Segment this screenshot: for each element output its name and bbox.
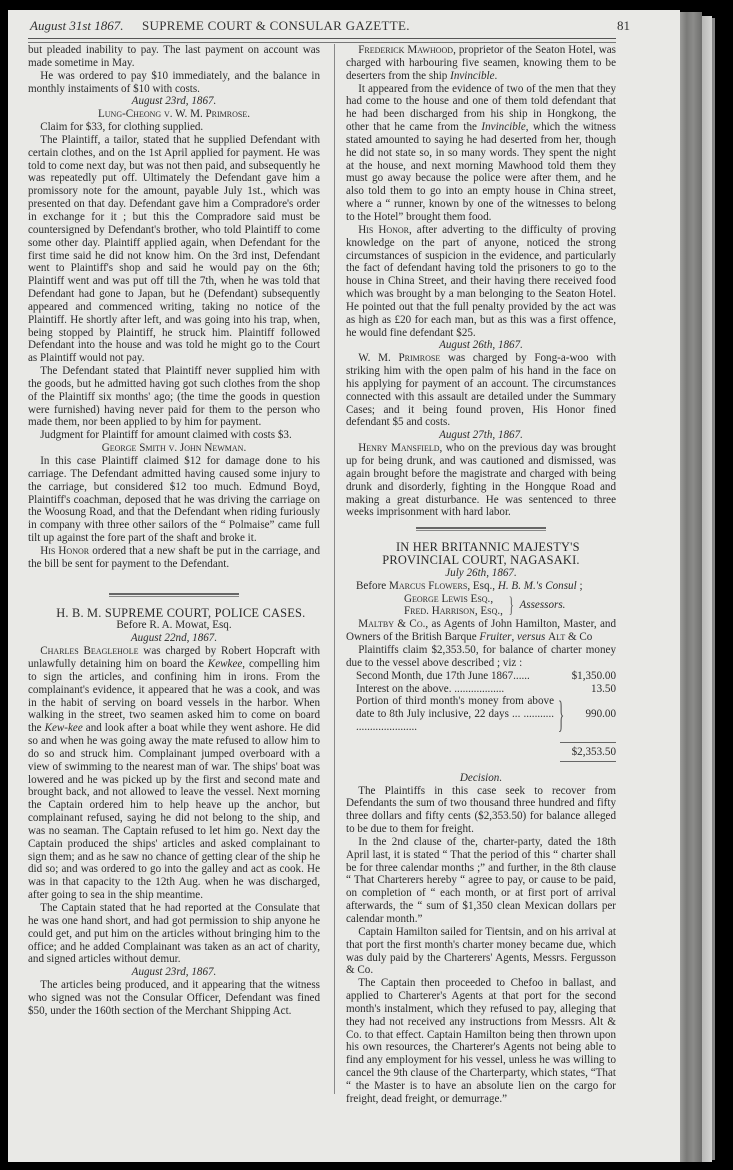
book-page-edges bbox=[680, 12, 702, 1162]
paragraph: Captain Hamilton sailed for Tientsin, and on his arrival at that port the first month's charter money became due, which was duly paid by the Charterers' Agents, Messrs. Fergusson & Co. bbox=[346, 925, 616, 977]
paragraph bbox=[28, 545, 320, 571]
account-amount: $1,350.00 bbox=[571, 669, 616, 682]
section-separator bbox=[109, 593, 239, 597]
header-date: August 31st 1867. bbox=[30, 18, 124, 33]
assessors-label: Assessors. bbox=[519, 599, 566, 612]
paragraph bbox=[346, 352, 616, 429]
versus-label: versus bbox=[517, 631, 546, 644]
paragraph bbox=[346, 83, 616, 224]
ship-name: Fruiter bbox=[479, 631, 512, 644]
person-name: His Honor bbox=[40, 544, 90, 557]
person-name: W. M. Primrose bbox=[358, 352, 441, 365]
brace-glyph: } bbox=[508, 592, 514, 618]
dateline: August 23rd, 1867. bbox=[131, 95, 217, 108]
before-line: Before R. A. Mowat, Esq. bbox=[116, 619, 232, 632]
case-title: Lung-Cheong v. W. M. Primrose. bbox=[97, 108, 250, 121]
page-number: 81 bbox=[617, 18, 630, 33]
parties-text: , as Agents of John Hamilton, Master, and Owners of the British Barque bbox=[346, 618, 617, 644]
paragraph-text: , who on the previous day was brought up for being drunk, and was cautioned and dismissed, was again brought before the magistrate and charged with being drunk and disorderly, fighting in the Hongque Road and making a great disturbance. He was sentenced to three weeks imprisonment with hard labor. bbox=[346, 442, 616, 519]
dateline: August 26th, 1867. bbox=[439, 339, 523, 352]
paragraph bbox=[346, 442, 616, 519]
account-row bbox=[356, 695, 616, 734]
assessor-names bbox=[404, 593, 503, 619]
paragraph: but pleaded inability to pay. The last payment on account was made sometime in May. bbox=[28, 44, 320, 69]
book-page-edges-light bbox=[702, 16, 712, 1162]
judge-name: Marcus Flowers bbox=[388, 579, 468, 592]
section-title: H. B. M. SUPREME COURT, POLICE CASES. bbox=[56, 605, 306, 620]
paragraph-text: was charged by Fong-a-woo with striking him with the open palm of his hand in the face on his applying for payment of an account. The circumstances connected with this assault are detailed under the Summary Cases; and it being found proven, His Honor fined defendant $5 and costs. bbox=[346, 352, 616, 429]
account-row bbox=[356, 670, 616, 683]
judge-role: H. B. M.'s Consul bbox=[497, 579, 577, 592]
right-column bbox=[346, 44, 616, 1106]
paragraph-text: was charged by Robert Hopcraft with unlawfully detaining him on board the bbox=[28, 645, 320, 670]
account-amount: 13.50 bbox=[591, 682, 616, 695]
book-page-edges-shadow bbox=[712, 18, 715, 1160]
paragraph: The Plaintiffs in this case seek to recover from Defendants the sum of two thousand three hundred and fifty three dollars and fifty cents ($2,353.50) for balance alleged to be due to them for freight. bbox=[346, 784, 616, 836]
running-header bbox=[30, 18, 670, 38]
person-name: Henry Mansfield bbox=[358, 442, 440, 455]
paragraph: Judgment for Plaintiff for amount claimed with costs $3. bbox=[40, 429, 292, 442]
paragraph-text: , compelling him to sign the articles, and confining him in irons. From the complainant's evidence, it appeared that he was a cook, and was in the habit of serving on board vessels in the harbor. When walking in the street, two seamen asked him to come on board the bbox=[28, 657, 320, 735]
dateline: August 22nd, 1867. bbox=[130, 632, 218, 645]
paragraph-text: It appeared from the evidence of two of the men that they had come to the house and one of them told defendant that he had been discharged from his ship in Hongkong, the other that he came from the bbox=[346, 82, 616, 134]
paragraph: Plaintiffs claim $2,353.50, for balance of charter money due to the vessel above described ; viz : bbox=[346, 643, 616, 669]
column-divider bbox=[334, 44, 335, 1094]
plaintiff-name: Maltby & Co. bbox=[358, 618, 426, 631]
parties-text: & Co bbox=[565, 631, 593, 644]
paragraph: The Defendant stated that Plaintiff never supplied him with the goods, but he admitted having got such clothes from the shop of the Plaintiff six months' ago; (the time the goods in question were furnished) having never paid for them to the person who made them, nor been applied to by him for payment. bbox=[28, 365, 320, 429]
paragraph-text: and look after a boat while they went ashore. He did so and when he was going away the mate refused to allow him to do so and struck him. Complainant jumped overboard with a view of swimming to the nearest man of war. The ships' boat was lowered and he was picked up by the first and second mate and brought back, and not allowed to leave the vessel. Next morning the Captain ordered him to help heave up the anchor, but complainant refused, saying he did not belong to the ship, and was no seaman. The Captain refused to let him go. Next day the Captain produced the ships' articles and asked complainant to sign them; and as he saw no chance of getting clear of the ship he did so; and was ordered to go into the galley and act as cook. He was in that capacity to the 12th Aug. when he was discharged, after going to sea in the ship meantime. bbox=[28, 722, 320, 902]
paragraph bbox=[346, 44, 616, 83]
section-separator bbox=[416, 527, 546, 531]
paragraph: Claim for $33, for clothing supplied. bbox=[40, 121, 204, 134]
section-title: IN HER BRITANNIC MAJESTY'S PROVINCIAL COURT, NAGASAKI. bbox=[382, 540, 580, 568]
person-name: Frederick Mawhood bbox=[358, 44, 454, 56]
paragraph: In the 2nd clause of the, charter-party, dated the 18th April last, it is stated “ That the period of this “ charter shall be for three calendar months ;” and further, in the 8th clause “ That Charterers hereby “ agree to pay, or cause to be paid, on completion of “ each month, or at first port of arrival afterwards, the “ sum of $1,350 clean Mexican dollars per calendar month.” bbox=[346, 835, 616, 925]
paragraph-text: . bbox=[494, 69, 498, 82]
assessor-name: George Lewis Esq., bbox=[404, 592, 494, 605]
ship-name: Invincible bbox=[450, 69, 495, 82]
paragraph-text: , after adverting to the difficulty of proving knowledge on the part of anyone, noticed the strong circumstances of suspicion in the evidence, and particularly the fact of defendant having told the prisoners to go to the house in China Street, and their having there received food which was brought by a man belonging to the Seaton Hotel. He pointed out that the full penalty provided by the act was as high as £20 for each man, but as this was a first offence, he would fine defendant $25. bbox=[346, 223, 617, 339]
total-rule bbox=[560, 761, 616, 762]
account-label: Second Month, due 17th June 1867...... bbox=[356, 669, 530, 682]
account-amount: 990.00 bbox=[585, 708, 616, 721]
publication-title: SUPREME COURT & CONSULAR GAZETTE. bbox=[142, 18, 410, 33]
assessor-name: Fred. Harrison, Esq., bbox=[404, 605, 503, 618]
header-rule bbox=[28, 38, 616, 43]
parties-line bbox=[346, 618, 616, 644]
assessors-block bbox=[404, 593, 616, 619]
paragraph bbox=[346, 224, 616, 340]
paragraph-text: , which the witness stated amounted to saying he had deserted from her, though he did not state so, in so many words. They spent the night at the house, and next morning Mawhood told them they must go away because the police were after them, and he also told them to go into an empty house in China street, where a “ runner, known by one of the witnesses to belong to the Hotel” brought them food. bbox=[346, 121, 616, 223]
ship-name: Kew-kee bbox=[44, 722, 83, 735]
case-title: George Smith v. John Newman. bbox=[101, 442, 247, 455]
defendant-name: Alt bbox=[548, 631, 566, 644]
paragraph: The Plaintiff, a tailor, stated that he supplied Defendant with certain clothes, and on the 1st April applied for payment. He was told to come next day, but was not then paid, and subsequently he was repeatedly put off. Ultimately the Defendant gave him a promissory note for the amount, payable July 1st., which was presented on that day. Defendant gave him a Compradore's order in exchange for it ; but this the Compradore said must be countersigned by Defendant's brother, who told Plaintiff to come some other day. Plaintiff applied again, when Defendant for the first time said he did not know him. On the 3rd inst, Defendant went to Plaintiff's shop and said he would pay on the 6th; Plaintiff went and was put off till the 7th, when he was told that Defendant had gone to Japan, but he (Defendant) subsequently appeared and commenced writing, taking no notice of the Plaintiff. He shortly after left, and was going into his trap, when, being stopped by Plaintiff, he struck him. Plaintiff followed Defendant into the house and was told he might go to the Court as Plaintiff would not pay. bbox=[28, 133, 320, 365]
account-total: $2,353.50 bbox=[571, 745, 616, 758]
dateline: July 26th, 1867. bbox=[445, 566, 517, 579]
paragraph-text: ordered that a new shaft be put in the carriage, and the bill be sent for payment to the Defendant. bbox=[28, 544, 321, 570]
paragraph: In this case Plaintiff claimed $12 for damage done to his carriage. The Defendant admitted having caused some injury to the carriage, but considered $12 too much. Edmund Boyd, Plaintiff's coachman, deposed that he was driving the carriage on the Woosung Road, and that the Defendant when riding furiously in company with three other sailors of the “ Polmaise” came full tilt up against the fore part of the shaft and broke it. bbox=[28, 455, 320, 545]
brace-glyph: } bbox=[557, 693, 565, 736]
paragraph: The articles being produced, and it appearing that the witness who signed was not the Consular Officer, Defendant was fined $50, under the 160th section of the Merchant Shipping Act. bbox=[28, 979, 320, 1017]
before-line bbox=[346, 580, 616, 593]
account-row bbox=[356, 683, 616, 696]
ship-name: Kewkee bbox=[207, 657, 243, 670]
dateline: August 27th, 1867. bbox=[439, 429, 523, 442]
parties-text: , bbox=[511, 631, 518, 644]
dateline: August 23rd, 1867. bbox=[131, 966, 217, 979]
left-column bbox=[28, 44, 320, 1018]
paragraph: The Captain then proceeded to Chefoo in ballast, and applied to Charterer's Agents at that port for the second month's instalment, which they refused to pay, alleging that they had not received any instructions from Messrs. Alt & Co. to that effect. Captain Hamilton being then thrown upon his own resources, the Charterer's Agents not being able to find any employment for his vessel, unless he was willing to cancel the 9th clause of the Charterparty, which states, “That “ the Master is to have an absolute lien on the cargo for freight, dead freight, or demurrage.” bbox=[346, 977, 616, 1105]
decision-heading: Decision. bbox=[459, 771, 503, 784]
account-label: Interest on the above. .................. bbox=[356, 682, 505, 695]
before-mid: , Esq., bbox=[467, 579, 498, 592]
paragraph: The Captain stated that he had reported at the Consulate that he was one hand short, and had got permission to ship anyone he could get, and put him on the articles without bringing him to the office; and he added Complainant was taken as an act of charity, and signed articles without demur. bbox=[28, 902, 320, 966]
account-table bbox=[356, 670, 616, 762]
account-label: Portion of third month's money from above date to 8th July inclusive, 22 days ... ........... ...................... bbox=[356, 695, 554, 734]
before-prefix: Before bbox=[356, 579, 389, 592]
person-name: Charles Beaglehole bbox=[40, 645, 139, 658]
paragraph bbox=[28, 645, 320, 902]
person-name: His Honor bbox=[358, 223, 410, 236]
before-suffix: ; bbox=[576, 579, 583, 592]
total-rule bbox=[560, 742, 616, 743]
ship-name: Invincible bbox=[481, 121, 526, 134]
paragraph: He was ordered to pay $10 immediately, and the balance in monthly instaiments of $10 with costs. bbox=[28, 69, 320, 95]
paragraph-text: , proprietor of the Seaton Hotel, was charged with harbouring five seamen, knowing them to be deserters from the ship bbox=[346, 44, 616, 82]
